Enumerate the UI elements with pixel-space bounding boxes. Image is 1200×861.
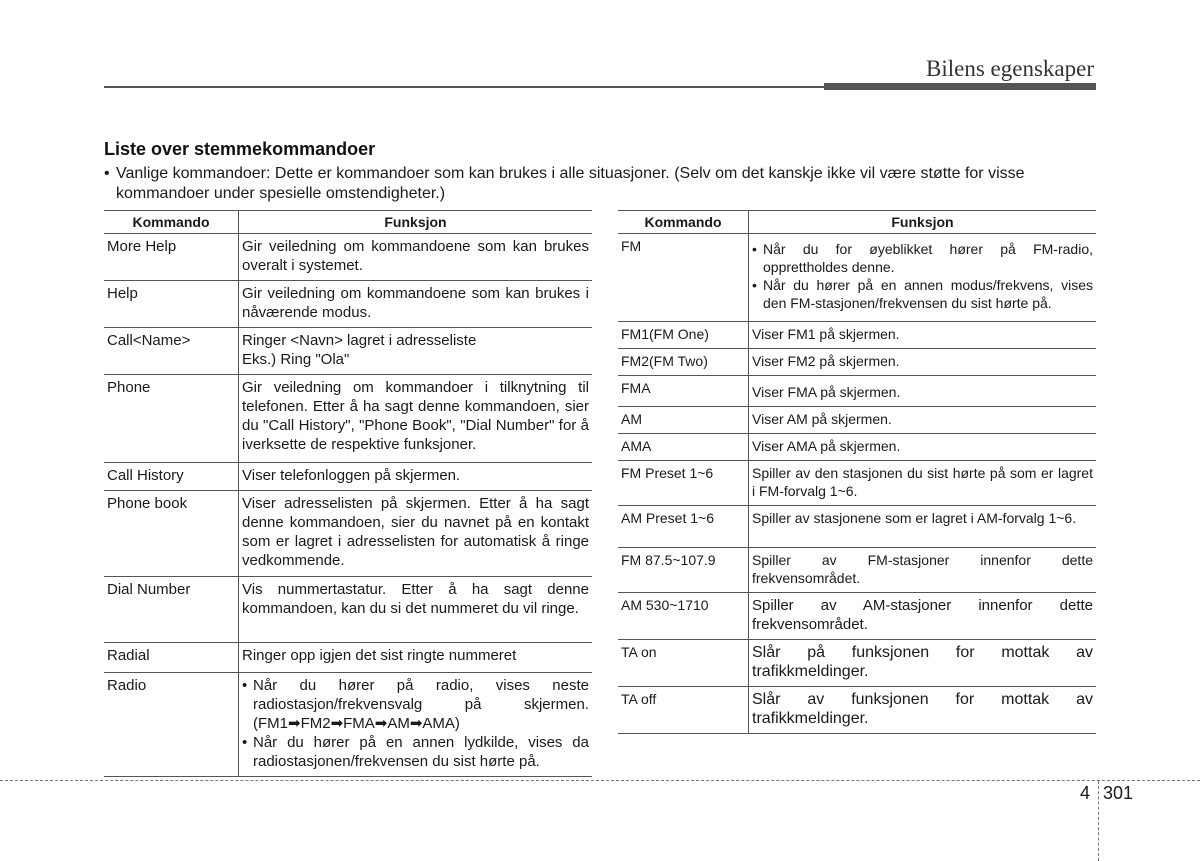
command-cell: FM 87.5~107.9 xyxy=(618,548,749,593)
command-cell: AMA xyxy=(618,434,749,461)
table-row xyxy=(618,506,1096,548)
command-cell: Call<Name> xyxy=(104,328,239,375)
function-cell xyxy=(749,234,1097,322)
header-rule xyxy=(104,86,824,88)
bullet-item xyxy=(752,240,1093,276)
function-cell: Viser adresselisten på skjermen. Etter å ha sagt denne kommandoen, sier du navnet på en kontakt som er lagret i adresselisten for automatisk å ringe vedkommende. xyxy=(239,491,593,577)
bullet-text: Når du for øyeblikket hører på FM-radio, opprettholdes denne. xyxy=(763,241,1093,275)
command-cell: FM Preset 1~6 xyxy=(618,461,749,506)
footer-dashed-rule xyxy=(0,780,1200,781)
command-cell: FM xyxy=(618,234,749,322)
bullet-item xyxy=(242,733,589,771)
command-cell: TA on xyxy=(618,640,749,687)
table-row xyxy=(618,687,1096,734)
section-heading: Liste over stemmekommandoer xyxy=(104,139,376,159)
command-cell: Radio xyxy=(104,673,239,777)
command-cell: FM2(FM Two) xyxy=(618,349,749,376)
command-cell: AM xyxy=(618,407,749,434)
table-header-row xyxy=(104,211,592,234)
table-row xyxy=(618,640,1096,687)
bullet-text: Når du hører på radio, vises neste radiostasjon/frekvensvalg på skjermen. (FM1➡FM2➡FMA➡AM➡AMA) xyxy=(253,677,589,732)
function-cell: Viser FM1 på skjermen. xyxy=(749,322,1097,349)
bullet-text: Når du hører på en annen modus/frekvens, vises den FM-stasjonen/frekvensen du sist hørte på. xyxy=(763,277,1093,311)
footer-dashed-divider xyxy=(1098,781,1099,861)
command-cell: Phone book xyxy=(104,491,239,577)
table-row xyxy=(618,234,1096,322)
table-row xyxy=(618,322,1096,349)
function-cell: Gir veiledning om kommandoene som kan brukes overalt i systemet. xyxy=(239,234,593,281)
function-cell: Gir veiledning om kommandoer i tilknytning til telefonen. Etter å ha sagt denne kommandoen, sier du "Call History", "Phone Book", "Dial Number" for å iverksette de respektive funksjoner. xyxy=(239,375,593,463)
table-row xyxy=(618,376,1096,407)
function-cell: Spiller av stasjonene som er lagret i AM-forvalg 1~6. xyxy=(749,506,1097,548)
bullet-mark: • xyxy=(242,677,248,694)
table-row xyxy=(104,491,592,577)
command-cell: FM1(FM One) xyxy=(618,322,749,349)
bullet-mark: • xyxy=(752,241,757,257)
command-cell: Phone xyxy=(104,375,239,463)
command-cell: AM Preset 1~6 xyxy=(618,506,749,548)
bullet-text: Når du hører på en annen lydkilde, vises da radiostasjonen/frekvensen du sist hørte på. xyxy=(253,734,589,770)
column-header-function: Funksjon xyxy=(239,211,593,234)
bullet-item xyxy=(752,276,1093,312)
table-row xyxy=(618,461,1096,506)
column-header-command: Kommando xyxy=(618,211,749,234)
function-cell xyxy=(239,328,593,375)
intro-paragraph xyxy=(104,164,1096,204)
command-cell: AM 530~1710 xyxy=(618,593,749,640)
command-cell: More Help xyxy=(104,234,239,281)
command-cell: Help xyxy=(104,281,239,328)
bullet-mark: • xyxy=(104,165,110,182)
command-cell: TA off xyxy=(618,687,749,734)
page-number: 301 xyxy=(1103,783,1134,803)
table-row xyxy=(104,234,592,281)
table-row xyxy=(618,349,1096,376)
command-cell: Dial Number xyxy=(104,577,239,643)
table-header-row xyxy=(618,211,1096,234)
function-line: Eks.) Ring "Ola" xyxy=(242,351,350,368)
table-row xyxy=(104,375,592,463)
function-cell: Viser AMA på skjermen. xyxy=(749,434,1097,461)
table-row xyxy=(104,328,592,375)
function-cell: Spiller av den stasjonen du sist hørte på som er lagret i FM-forvalg 1~6. xyxy=(749,461,1097,506)
bullet-mark: • xyxy=(752,277,757,293)
table-row xyxy=(104,673,592,777)
table-row xyxy=(618,434,1096,461)
function-cell: Ringer opp igjen det sist ringte nummeret xyxy=(239,643,593,673)
command-cell: Call History xyxy=(104,463,239,491)
function-cell: Viser FMA på skjermen. xyxy=(749,376,1097,407)
function-cell: Viser FM2 på skjermen. xyxy=(749,349,1097,376)
table-row xyxy=(104,463,592,491)
table-row xyxy=(618,407,1096,434)
command-cell: Radial xyxy=(104,643,239,673)
function-line: Ringer <Navn> lagret i adresseliste xyxy=(242,332,477,349)
command-cell: FMA xyxy=(618,376,749,407)
bullet-mark: • xyxy=(242,734,248,751)
running-header-title: Bilens egenskaper xyxy=(926,56,1094,81)
voice-commands-table-right xyxy=(618,210,1096,734)
function-cell: Slår av funksjonen for mottak av trafikkmeldinger. xyxy=(749,687,1097,734)
voice-commands-table-left xyxy=(104,210,592,777)
function-cell: Vis nummertastatur. Etter å ha sagt denne kommandoen, kan du si det nummeret du vil ringe. xyxy=(239,577,593,643)
function-cell: Gir veiledning om kommandoene som kan brukes i nåværende modus. xyxy=(239,281,593,328)
function-cell: Spiller av FM-stasjoner innenfor dette frekvensområdet. xyxy=(749,548,1097,593)
table-row xyxy=(618,548,1096,593)
bullet-item xyxy=(242,676,589,733)
table-row xyxy=(618,593,1096,640)
column-header-function: Funksjon xyxy=(749,211,1097,234)
function-cell: Spiller av AM-stasjoner innenfor dette frekvensområdet. xyxy=(749,593,1097,640)
table-row xyxy=(104,577,592,643)
intro-text: Vanlige kommandoer: Dette er kommandoer som kan brukes i alle situasjoner. (Selv om det kanskje ikke vil være støtte for visse kommandoer under spesielle omstendigheter.) xyxy=(116,165,1025,202)
function-cell: Slår på funksjonen for mottak av trafikkmeldinger. xyxy=(749,640,1097,687)
table-row xyxy=(104,281,592,328)
chapter-number: 4 xyxy=(1080,783,1091,803)
header-bar xyxy=(824,83,1096,90)
function-cell: Viser AM på skjermen. xyxy=(749,407,1097,434)
column-header-command: Kommando xyxy=(104,211,239,234)
table-row xyxy=(104,643,592,673)
function-cell: Viser telefonloggen på skjermen. xyxy=(239,463,593,491)
function-cell xyxy=(239,673,593,777)
